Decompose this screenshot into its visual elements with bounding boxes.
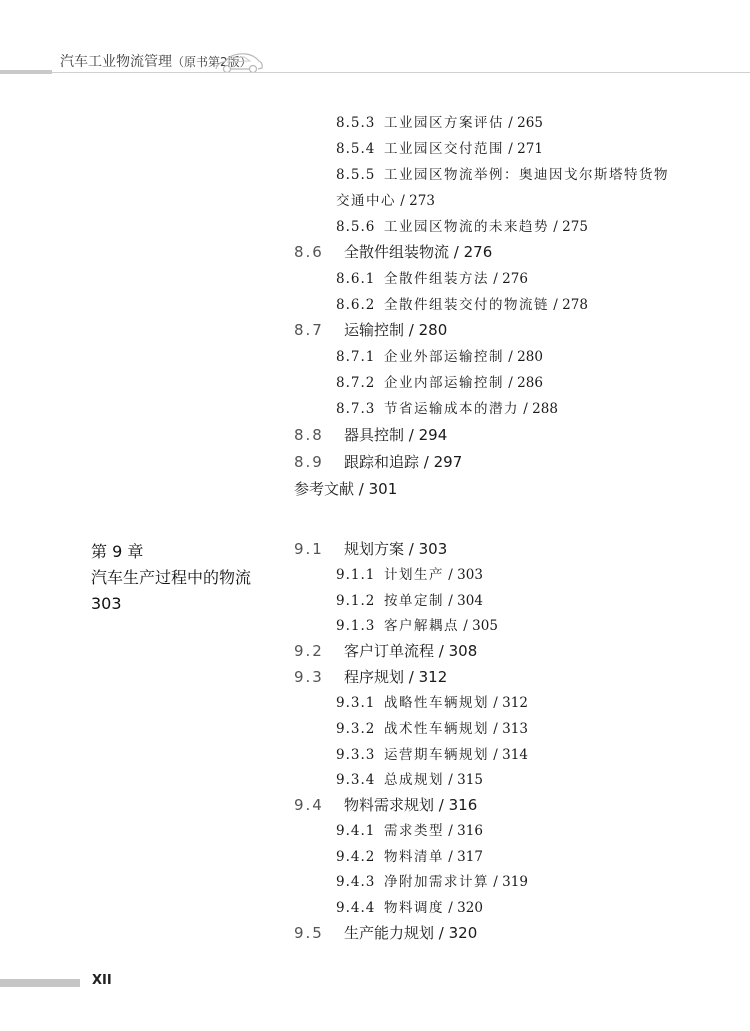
toc-entry — [336, 137, 543, 157]
toc-entry-title: 跟踪和追踪 — [344, 453, 420, 471]
toc-entry — [336, 163, 669, 183]
toc-entry-number: 8.5.3 — [336, 115, 376, 131]
toc-entry-page: / 297 — [423, 453, 463, 471]
toc-entry-title: 物料需求规划 — [344, 796, 435, 814]
toc-entry-page: / 301 — [358, 480, 398, 498]
toc-entry-number: 9.2 — [294, 642, 324, 660]
toc-entry — [294, 478, 397, 499]
toc-entry-title: 全散件组装物流 — [344, 243, 450, 261]
toc-entry-page: / 276 — [493, 271, 528, 287]
toc-entry — [294, 424, 447, 445]
toc-entry — [336, 215, 588, 235]
toc-entry-page: / 286 — [508, 375, 543, 391]
toc-entry-page: / 265 — [508, 115, 543, 131]
toc-entry-title: 运营期车辆规划 — [384, 747, 489, 763]
toc-entry-title: 企业外部运输控制 — [384, 349, 504, 365]
toc-entry-page: / 319 — [493, 874, 528, 890]
toc-entry-title: 节省运输成本的潜力 — [384, 401, 519, 417]
toc-entry-page: / 276 — [453, 243, 493, 261]
toc-entry — [336, 189, 435, 209]
toc-entry-title: 全散件组装方法 — [384, 271, 489, 287]
toc-entry-title: 运输控制 — [344, 321, 405, 339]
toc-entry — [294, 666, 447, 687]
toc-entry-title: 战略性车辆规划 — [384, 695, 489, 711]
toc-entry-number: 9.3.1 — [336, 695, 376, 711]
toc-entry-title: 交通中心 — [336, 193, 396, 209]
toc-entry — [336, 111, 543, 131]
toc-entry — [294, 319, 447, 340]
toc-entry-number: 9.3 — [294, 668, 324, 686]
toc-entry-number: 9.1.2 — [336, 593, 376, 609]
toc-entry-title: 规划方案 — [344, 540, 405, 558]
toc-entry-page: / 273 — [400, 193, 435, 209]
toc-entry-title: 总成规划 — [384, 772, 444, 788]
toc-entry-title: 工业园区物流的未来趋势 — [384, 219, 549, 235]
toc-entry-page: / 275 — [553, 219, 588, 235]
toc-entry-title: 净附加需求计算 — [384, 874, 489, 890]
toc-entry-title: 客户订单流程 — [344, 642, 435, 660]
toc-entry-number: 8.5.4 — [336, 141, 376, 157]
toc-entry-page: / 308 — [438, 642, 478, 660]
toc-entry — [294, 794, 477, 815]
toc-entry-number: 8.7 — [294, 321, 324, 339]
toc-entry-title: 物料清单 — [384, 849, 444, 865]
toc-entry-title: 企业内部运输控制 — [384, 375, 504, 391]
toc-entry — [336, 743, 528, 763]
toc-entry-page: / 315 — [448, 772, 483, 788]
toc-entry — [336, 845, 483, 865]
toc-entry — [336, 614, 498, 634]
toc-entry — [336, 371, 543, 391]
page-number: XII — [92, 973, 112, 988]
toc-entry-number: 9.3.3 — [336, 747, 376, 763]
toc-entry-title: 工业园区方案评估 — [384, 115, 504, 131]
toc-entry-title: 全散件组装交付的物流链 — [384, 297, 549, 313]
toc-entry — [294, 640, 477, 661]
toc-entry-number: 8.7.1 — [336, 349, 376, 365]
toc-entry-page: / 316 — [448, 823, 483, 839]
toc-entry-page: / 303 — [408, 540, 448, 558]
toc-entry-number: 8.7.2 — [336, 375, 376, 391]
toc-entry — [336, 397, 558, 417]
toc-entry — [336, 563, 483, 583]
toc-entry-page: / 280 — [408, 321, 448, 339]
toc-entry-number: 9.3.4 — [336, 772, 376, 788]
toc-entry — [336, 768, 483, 788]
toc-entry-number: 9.4.2 — [336, 849, 376, 865]
toc-entry-page: / 312 — [493, 695, 528, 711]
toc-entry-page: / 313 — [493, 721, 528, 737]
toc-entry-page: / 278 — [553, 297, 588, 313]
toc-entry-title: 需求类型 — [384, 823, 444, 839]
toc-entry-number: 9.1 — [294, 540, 324, 558]
toc-entry-number: 9.4.4 — [336, 900, 376, 916]
book-title: 汽车工业物流管理 — [60, 54, 172, 70]
toc-entry-number: 8.6.2 — [336, 297, 376, 313]
toc-entry — [336, 589, 483, 609]
toc-entry-page: / 320 — [438, 924, 478, 942]
toc-entry-title: 物料调度 — [384, 900, 444, 916]
toc-entry-page: / 288 — [523, 401, 558, 417]
toc-entry — [294, 922, 477, 943]
toc-entry-page: / 305 — [463, 618, 498, 634]
toc-entry-title: 计划生产 — [384, 567, 444, 583]
toc-entry-number: 9.1.3 — [336, 618, 376, 634]
toc-entry-number: 9.4 — [294, 796, 324, 814]
toc-entry — [336, 819, 483, 839]
toc-entry-number: 8.6 — [294, 243, 324, 261]
toc-entry — [336, 345, 543, 365]
toc-entry-number: 9.1.1 — [336, 567, 376, 583]
toc-entry-page: / 316 — [438, 796, 478, 814]
toc-entry-number: 8.7.3 — [336, 401, 376, 417]
toc-entry-title: 客户解耦点 — [384, 618, 459, 634]
chapter-label: 第 9 章 — [91, 542, 144, 561]
toc-entry-page: / 271 — [508, 141, 543, 157]
toc-entry-page: / 312 — [408, 668, 448, 686]
toc-entry — [336, 896, 483, 916]
toc-entry-page: / 303 — [448, 567, 483, 583]
toc-entry-page: / 317 — [448, 849, 483, 865]
toc-entry-title: 战术性车辆规划 — [384, 721, 489, 737]
toc-entry-number: 8.5.5 — [336, 167, 376, 183]
chapter-title: 汽车生产过程中的物流 — [91, 568, 252, 587]
toc-entry-page: / 320 — [448, 900, 483, 916]
toc-entry-title: 生产能力规划 — [344, 924, 435, 942]
toc-entry — [336, 870, 528, 890]
toc-entry-title: 程序规划 — [344, 668, 405, 686]
chapter-page: 303 — [91, 594, 122, 613]
footer-accent-bar — [0, 979, 80, 987]
book-edition: （原书第2版） — [172, 55, 252, 69]
toc-entry — [336, 691, 528, 711]
toc-entry-page: / 294 — [408, 426, 448, 444]
toc-entry-title: 按单定制 — [384, 593, 444, 609]
toc-entry-page: / 314 — [493, 747, 528, 763]
toc-entry-page: / 280 — [508, 349, 543, 365]
toc-entry-title: 器具控制 — [344, 426, 405, 444]
toc-entry-number: 8.9 — [294, 453, 324, 471]
toc-entry-number: 9.4.1 — [336, 823, 376, 839]
toc-entry — [336, 717, 528, 737]
toc-entry — [336, 293, 588, 313]
toc-entry-title: 参考文献 — [294, 480, 355, 498]
toc-entry-number: 9.3.2 — [336, 721, 376, 737]
toc-entry — [336, 267, 528, 287]
toc-entry — [294, 538, 447, 559]
toc-entry-page: / 304 — [448, 593, 483, 609]
toc-entry-number: 9.5 — [294, 924, 324, 942]
toc-entry-number: 9.4.3 — [336, 874, 376, 890]
toc-entry — [294, 451, 462, 472]
toc-entry-number: 8.6.1 — [336, 271, 376, 287]
toc-entry-title: 工业园区交付范围 — [384, 141, 504, 157]
toc-entry-title: 工业园区物流举例：奥迪因戈尔斯塔特货物 — [384, 167, 669, 183]
toc-entry-number: 8.8 — [294, 426, 324, 444]
toc-entry-number: 8.5.6 — [336, 219, 376, 235]
toc-entry — [294, 241, 492, 262]
